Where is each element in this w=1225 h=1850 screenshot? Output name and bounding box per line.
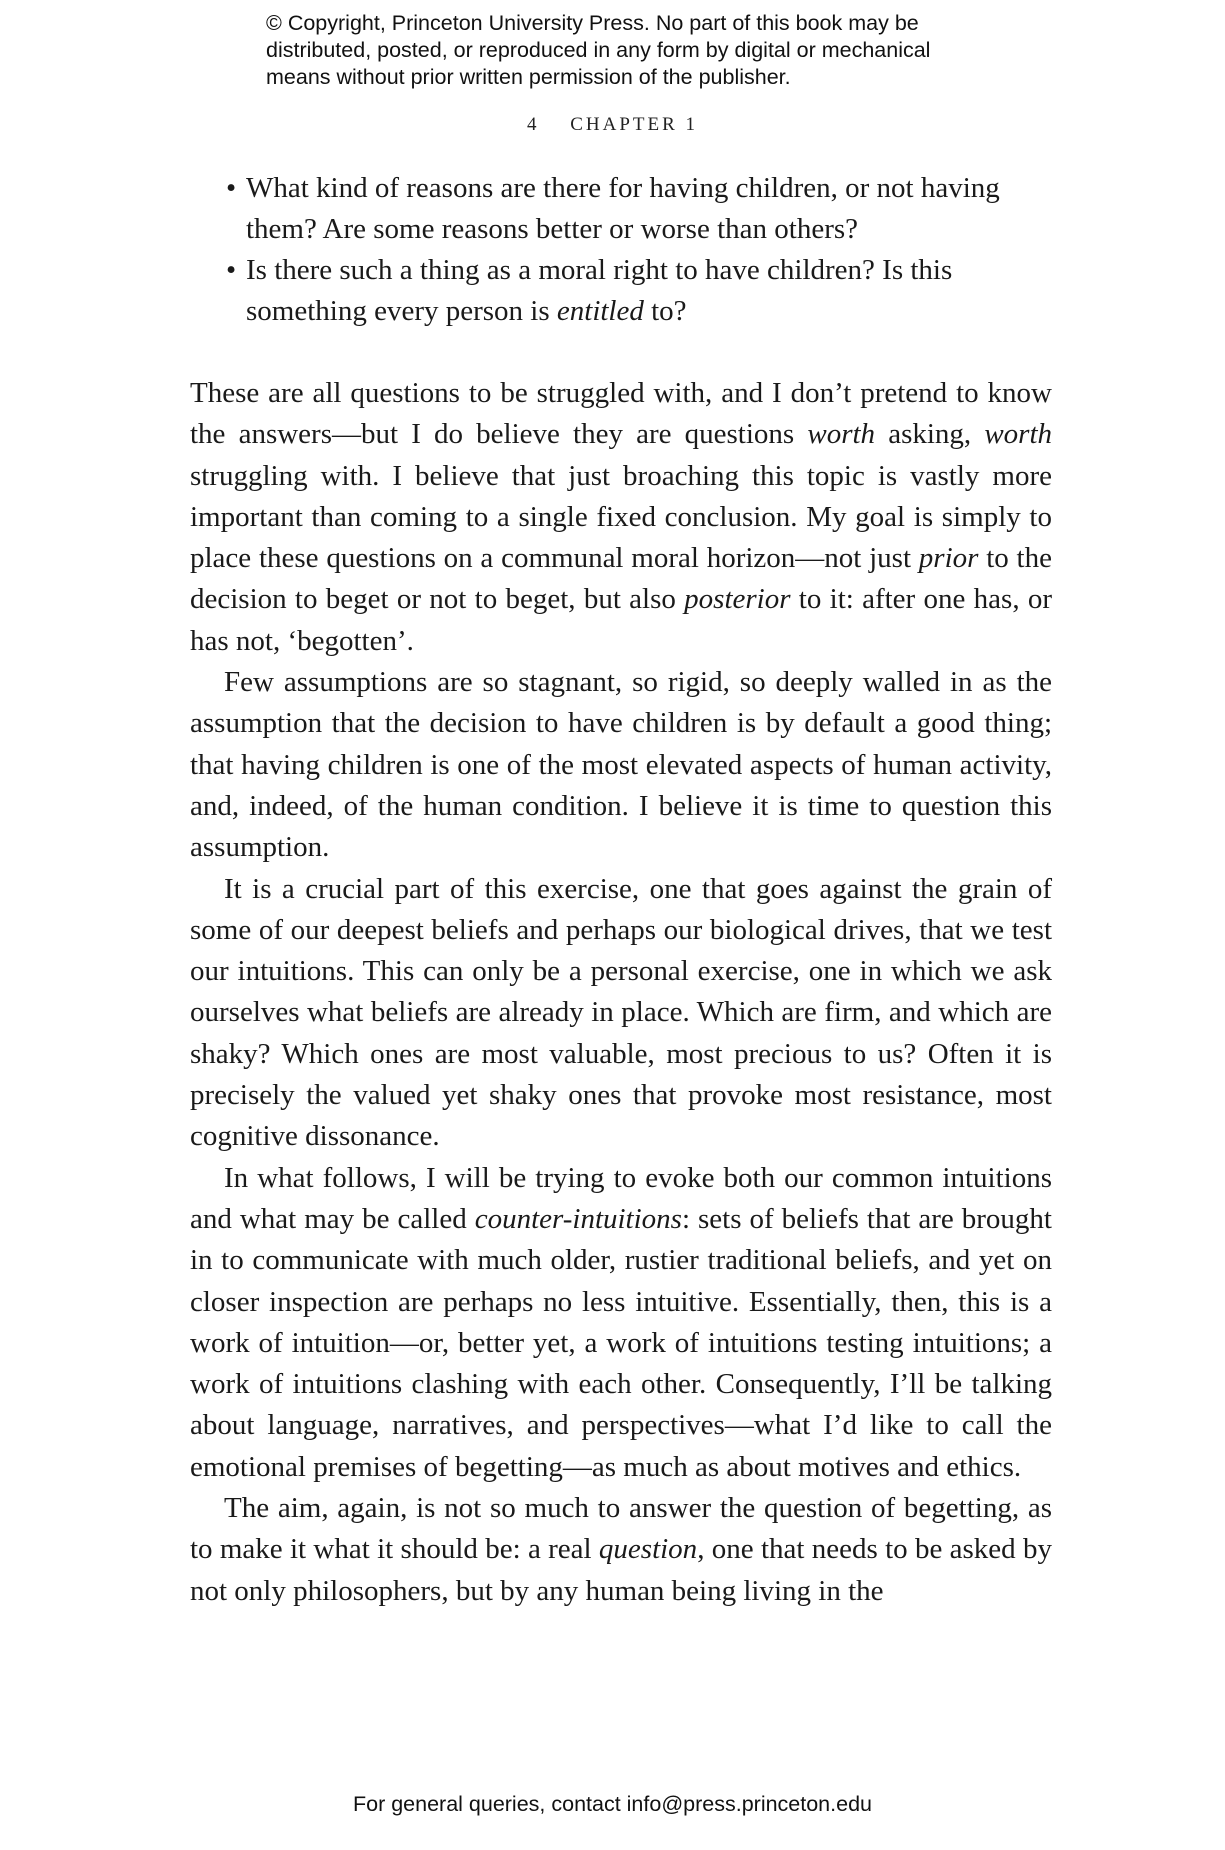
copyright-line: distributed, posted, or reproduced in any form by digital or mechanical	[266, 38, 931, 62]
list-item	[190, 168, 1050, 250]
bullet-icon: •	[226, 172, 237, 204]
list-item-text: What kind of reasons are there for having children, or not having them? Are some reasons better or worse than others?	[246, 172, 1000, 245]
page-number: 4	[526, 114, 537, 135]
list-item-text: Is there such a thing as a moral right to have children? Is this something every person is	[246, 254, 953, 327]
paragraph: Few assumptions are so stagnant, so rigid, so deeply walled in as the assumption that the decision to have children is by default a good thing; that having children is one of the most elevated aspects of human activity, and, indeed, of the human condition. I believe it is time to question this assumption.	[190, 666, 1052, 864]
emphasis: worth	[984, 418, 1052, 451]
text-run: asking,	[875, 418, 985, 451]
chapter-label: CHAPTER 1	[570, 114, 699, 135]
text-run: : sets of beliefs that are brought in to communicate with much older, rustier traditional beliefs, and yet on closer inspection are perhaps no less intuitive. Essentially, then, this is a work of intuition—or, better yet, a work of intuitions testing intuitions; a work of intuitions clashing with each other. Consequently, I’ll be talking about language, narratives, and perspectives—what I’d like to call the emotional premises of begetting—as much as about motives and ethics.	[190, 1202, 1052, 1483]
text-run: In what follows, I will be trying to evoke both our common intuitions and what may be called	[190, 1161, 1052, 1235]
emphasis: worth	[807, 418, 876, 451]
text-run: to the decision to beget or not to beget, but also	[190, 542, 1052, 616]
text-run: The aim, again, is not so much to answer the question of begetting, as to make it what it should be: a real	[190, 1492, 1052, 1566]
list-item	[190, 250, 1050, 332]
emphasis: counter-intuitions	[474, 1202, 682, 1235]
paragraph	[190, 1488, 1052, 1612]
text-run: These are all questions to be struggled with, and I don’t pretend to know the answers—but I do believe they are questions	[190, 377, 1052, 451]
copyright-line: © Copyright, Princeton University Press. No part of this book may be	[266, 11, 919, 35]
text-run: struggling with. I believe that just broaching this topic is vastly more important than coming to a single fixed conclusion. My goal is simply to place these questions on a communal moral horizon—not just	[190, 459, 1052, 575]
running-head	[0, 114, 1225, 136]
text-run: , one that needs to be asked by not only philosophers, but by any human being living in the	[190, 1533, 1052, 1607]
body-text	[190, 373, 1052, 1612]
paragraph	[190, 1158, 1052, 1488]
footer-contact: For general queries, contact info@press.princeton.edu	[352, 1792, 872, 1816]
emphasis: prior	[918, 542, 979, 575]
list-item-text: to?	[643, 295, 687, 327]
paragraph: It is a crucial part of this exercise, one that goes against the grain of some of our deepest beliefs and perhaps our biological drives, that we test our intuitions. This can only be a personal exercise, one in which we ask ourselves what beliefs are already in place. Which are firm, and which are shaky? Which ones are most valuable, most precious to us? Often it is precisely the valued yet shaky ones that provoke most resistance, most cognitive dissonance.	[190, 872, 1052, 1153]
emphasis: question	[598, 1533, 698, 1566]
emphasis: entitled	[556, 295, 644, 327]
bullet-icon: •	[226, 254, 237, 286]
question-list	[190, 168, 1050, 332]
paragraph	[190, 373, 1052, 662]
text-run: to it: after one has, or has not, ‘begotten’.	[190, 583, 1053, 657]
copyright-notice	[266, 10, 1006, 91]
emphasis: posterior	[684, 583, 791, 616]
copyright-line: means without prior written permission of the publisher.	[266, 65, 791, 89]
